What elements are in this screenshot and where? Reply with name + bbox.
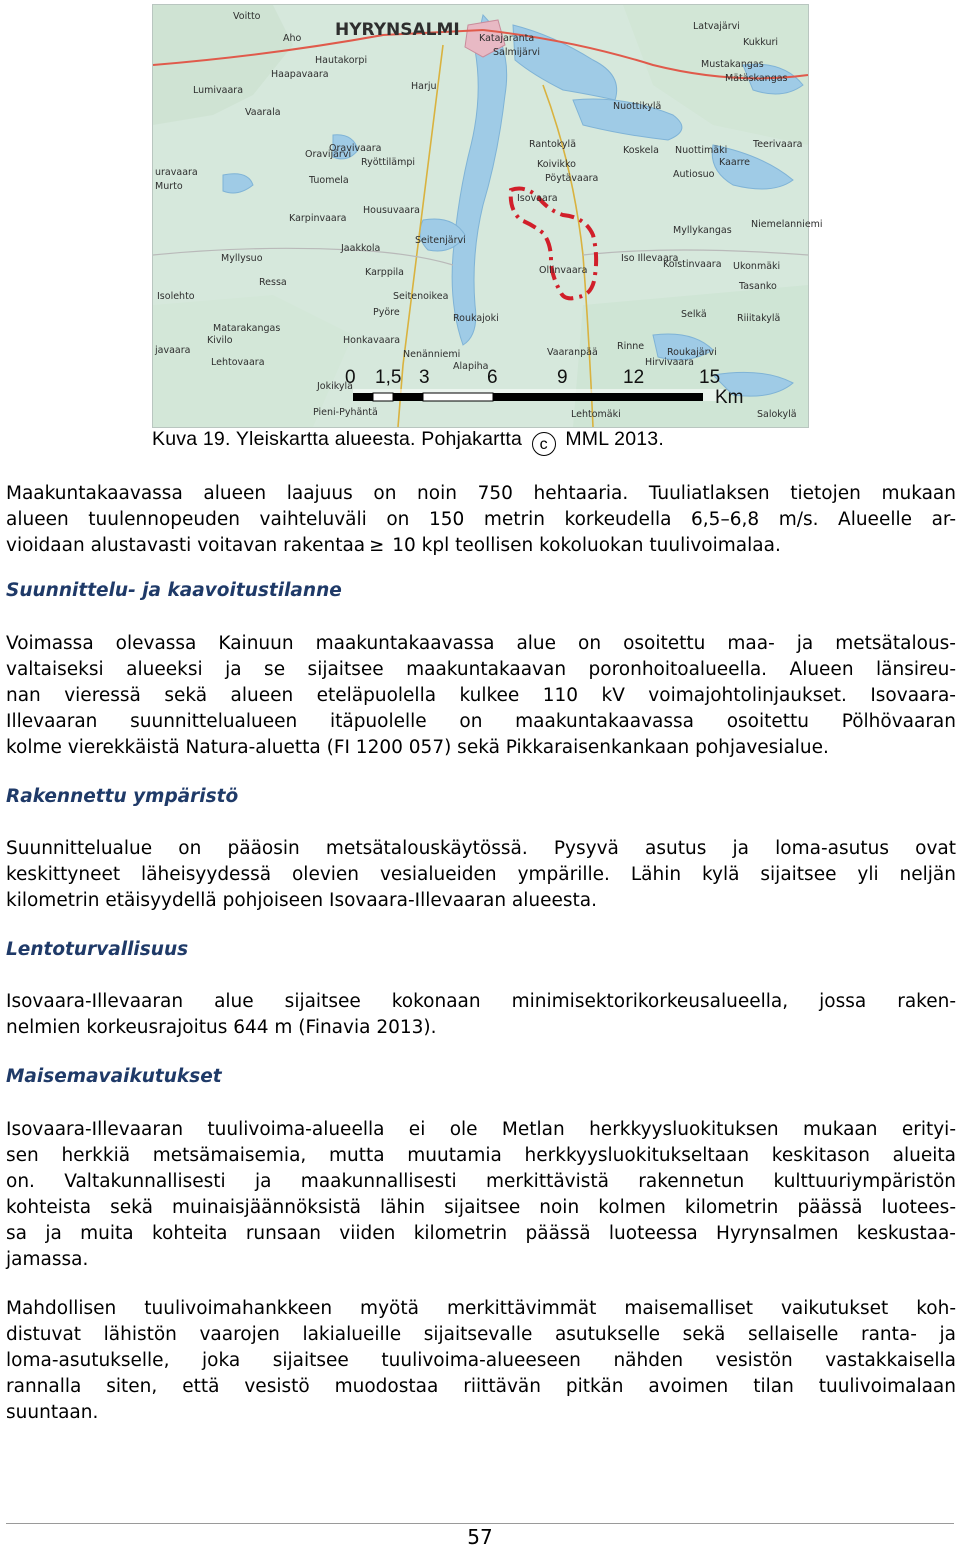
greater-equal-symbol: ≥ — [369, 535, 385, 556]
text-line — [6, 533, 956, 559]
map-place-label: Haapavaara — [271, 69, 329, 80]
text-line: suuntaan. — [6, 1402, 99, 1423]
map-place-label: Pöytävaara — [545, 173, 599, 184]
section-paragraph — [6, 1117, 956, 1273]
map-place-label: Ukonmäki — [733, 261, 781, 272]
caption-text: Kuva 19. Yleiskartta alueesta. Pohjakartta — [152, 428, 523, 450]
map-place-label: Pyöre — [373, 307, 400, 318]
section-heading: Maisemavaikutukset — [6, 1066, 222, 1087]
map-place-label: javaara — [155, 345, 191, 356]
map-place-label: Kukkuri — [743, 37, 779, 48]
map-place-label: Salokylä — [757, 409, 797, 420]
map-place-label: Ollinvaara — [539, 265, 588, 276]
scale-label: 6 — [487, 367, 498, 388]
scale-label: 0 — [345, 367, 356, 388]
section-paragraph — [6, 1296, 956, 1426]
text-line: nelmien korkeusrajoitus 644 m (Finavia 2013). — [6, 1017, 437, 1038]
map-place-label: Isolehto — [157, 291, 195, 302]
map-place-label: Kaarre — [719, 157, 750, 168]
map-place-label: Aho — [283, 33, 302, 44]
map-place-label: Riiitakylä — [737, 313, 781, 324]
map-place-label: Iso Illevaara — [621, 253, 679, 264]
intro-paragraph — [6, 481, 956, 559]
map-place-label: Teerivaara — [753, 139, 803, 150]
map-place-label: Mustakangas — [701, 59, 764, 70]
map-place-label: Lumivaara — [193, 85, 244, 96]
map-place-label: Pieni-Pyhäntä — [313, 407, 378, 418]
text-fragment: 10 kpl teollisen kokoluokan tuulivoimalaa. — [392, 535, 781, 556]
map-place-label: Ressa — [259, 277, 287, 288]
scale-label: 3 — [419, 367, 430, 388]
scale-label: 1,5 — [375, 367, 402, 388]
scale-label: 9 — [557, 367, 568, 388]
map-place-label: Murto — [155, 181, 183, 192]
map-place-label: Nuottimäki — [675, 145, 728, 156]
text-line: Illevaaran suunnittelualueen itäpuolelle on maakuntakaavassa osoitettu Pölhövaaran — [6, 711, 956, 732]
map-place-label: Seitenoikea — [393, 291, 449, 302]
map-place-label: Oravivaara — [329, 143, 382, 154]
figure-caption — [152, 428, 664, 456]
map-place-label: Isovaara — [517, 193, 558, 204]
map-place-label: Honkavaara — [343, 335, 401, 346]
map-place-label: Roukajärvi — [667, 347, 717, 358]
text-line: Isovaara-Illevaaran tuulivoima-alueella ei ole Metlan herkkyysluokituksen mukaan erityi- — [6, 1119, 956, 1140]
text-line: sen herkkiä metsämaisemia, mutta muutamia herkkyysluokitukseltaan keskitason alueita — [6, 1145, 956, 1166]
map-place-label: Lehtomäki — [571, 409, 621, 420]
footer-divider — [6, 1523, 954, 1524]
section-heading: Lentoturvallisuus — [6, 939, 189, 960]
map-place-label: Rantokylä — [529, 139, 577, 150]
map-title-label: HYRYNSALMI — [335, 20, 460, 40]
map-place-label: Vaarala — [245, 107, 281, 118]
text-line: rannalla siten, että vesistö muodostaa riittävän pitkän avoimen tilan tuulivoimalaan — [6, 1376, 956, 1397]
map-place-label: Nuottikylä — [613, 101, 662, 112]
text-line: keskittyneet läheisyydessä olevien vesialueiden ympärille. Lähin kylä sijaitsee yli neljän — [6, 864, 956, 885]
scale-label: 15 — [699, 367, 721, 388]
section-heading: Suunnittelu- ja kaavoitustilanne — [6, 580, 342, 601]
map-place-label: Koistinvaara — [663, 259, 722, 270]
text-line: jamassa. — [6, 1249, 89, 1270]
map-place-label: uravaara — [155, 167, 198, 178]
map-place-label: Latvajärvi — [693, 21, 740, 32]
map-place-label: Harju — [411, 81, 437, 92]
map-place-label: Katajaranta — [479, 33, 535, 44]
map-place-label: Tuomela — [309, 175, 349, 186]
text-line: on. Valtakunnallisesti ja maakunnallisesti merkittävistä rakennetun kulttuuriympäristön — [6, 1171, 956, 1192]
text-line: valtaiseksi alueeksi ja se sijaitsee maakuntakaavan poronhoitoalueella. Alueen länsireu- — [6, 659, 956, 680]
map-place-label: Kivilo — [207, 335, 233, 346]
map-place-label: Housuvaara — [363, 205, 420, 216]
map-place-label: Hautakorpi — [315, 55, 368, 66]
map-place-label: Tasanko — [739, 281, 777, 292]
map-place-label: Jaakkola — [341, 243, 381, 254]
text-line: Voimassa olevassa Kainuun maakuntakaavassa alue on osoitettu maa- ja metsätalous- — [6, 633, 956, 654]
map-place-label: Mätäskangas — [725, 73, 788, 84]
text-fragment: vioidaan alustavasti voitavan rakentaa — [6, 535, 366, 556]
map-place-label: Ryöttilämpi — [361, 157, 415, 168]
text-line: loma-asutukselle, joka sijaitsee tuulivoima-alueeseen nähden vesistön vastakkaisella — [6, 1350, 956, 1371]
map-place-label: Autiosuo — [673, 169, 715, 180]
text-line: kohteista sekä muinaisjäännöksistä lähin sijaitsee noin kolmen kilometrin päässä luotees- — [6, 1197, 956, 1218]
overview-map — [152, 4, 823, 428]
map-place-label: Vaaranpää — [547, 347, 598, 358]
scale-label: 12 — [623, 367, 645, 388]
map-place-label: Roukajoki — [453, 313, 499, 324]
text-line: Suunnittelualue on pääosin metsätalouskäytössä. Pysyvä asutus ja loma-asutus ovat — [6, 838, 956, 859]
map-place-label: Koivikko — [537, 159, 576, 170]
map-place-label: Alapiha — [453, 361, 489, 372]
text-line: kolme vierekkäistä Natura-aluetta (FI 1200 057) sekä Pikkaraisenkankaan pohjavesialue. — [6, 737, 829, 758]
map-place-label: Koskela — [623, 145, 659, 156]
page-number: 57 — [467, 1525, 493, 1549]
text-line: Mahdollisen tuulivoimahankkeen myötä merkittävimmät maisemalliset vaikutukset koh- — [6, 1298, 956, 1319]
text-line: Maakuntakaavassa alueen laajuus on noin 750 hehtaaria. Tuuliatlaksen tietojen mukaan — [6, 483, 956, 504]
text-line: sa ja muita kohteita runsaan viiden kilometrin päässä luoteessa Hyrynsalmen keskustaa- — [6, 1223, 956, 1244]
section-paragraph — [6, 631, 956, 761]
map-place-label: Oravijärvi — [305, 149, 352, 160]
map-place-label: Matarakangas — [213, 323, 281, 334]
map-place-label: Karpinvaara — [289, 213, 347, 224]
text-line: kilometrin etäisyydellä pohjoiseen Isovaara-Illevaaran alueesta. — [6, 890, 597, 911]
map-place-label: Myllykangas — [673, 225, 732, 236]
section-heading: Rakennettu ympäristö — [6, 786, 239, 807]
text-line: Isovaara-Illevaaran alue sijaitsee kokonaan minimisektorikorkeusalueella, jossa raken- — [6, 991, 956, 1012]
map-place-label: Seitenjärvi — [415, 235, 466, 246]
map-place-label: Rinne — [617, 341, 645, 352]
section-paragraph — [6, 836, 956, 914]
copyright-icon: c — [532, 432, 556, 456]
map-place-label: Niemelanniemi — [751, 219, 823, 230]
map-place-label: Lehtovaara — [211, 357, 265, 368]
scale-unit: Km — [715, 387, 744, 408]
text-line: alueen tuulennopeuden vaihteluväli on 150 metrin korkeudella 6,5–6,8 m/s. Alueelle ar- — [6, 509, 956, 530]
caption-credit: MML 2013. — [565, 428, 664, 450]
map-place-label: Karppila — [365, 267, 404, 278]
map-place-label: Nenänniemi — [403, 349, 461, 360]
section-paragraph — [6, 989, 956, 1041]
map-place-label: Salmijärvi — [493, 47, 541, 58]
map-place-label: Myllysuo — [221, 253, 263, 264]
text-line: nan vieressä sekä alueen eteläpuolella kulkee 110 kV voimajohtolinjaukset. Isovaara- — [6, 685, 956, 706]
map-place-label: Hirvivaara — [645, 357, 694, 368]
text-line: distuvat lähistön vaarojen lakialueille sijaitsevalle asutukselle sekä sellaiselle ranta- ja — [6, 1324, 956, 1345]
map-place-label: Jokikylä — [317, 381, 354, 392]
map-place-label: Selkä — [681, 309, 707, 320]
map-place-label: Voitto — [233, 11, 261, 22]
